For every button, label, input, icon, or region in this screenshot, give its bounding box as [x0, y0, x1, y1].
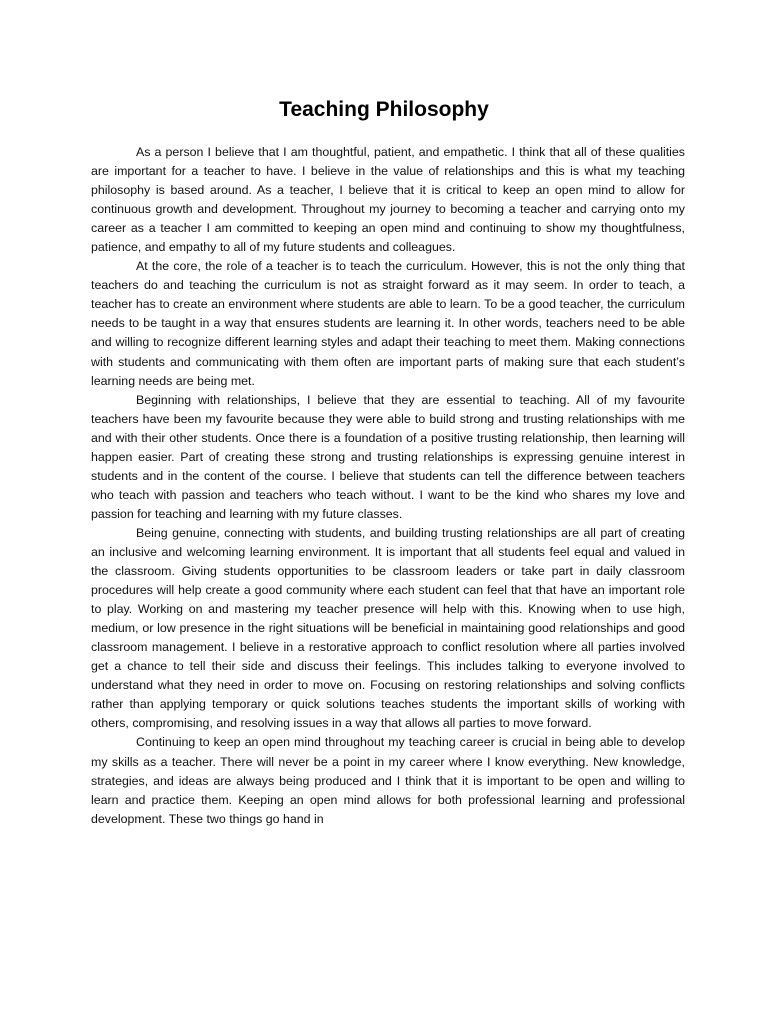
paragraph-relationships: Beginning with relationships, I believe that they are essential to teaching. All of my favourite teachers have been my favourite because they were able to build strong and trusting relationships with me and with their other students. Once there is a foundation of a positive trusting relationship, then learning will happen easier. Part of creating these strong and trusting relationships is expressing genuine interest in students and in the content of the course. I believe that students can tell the difference between teachers who teach with passion and teachers who teach without. I want to be the kind who shares my love and passion for teaching and learning with my future classes. — [91, 392, 685, 521]
paragraph-role-of-teacher: At the core, the role of a teacher is to teach the curriculum. However, this is not the only thing that teachers do and teaching the curriculum is not as straight forward as it may seem. In order to teach, a teacher has to create an environment where students are able to learn. To be a good teacher, the curriculum needs to be taught in a way that ensures students are learning it. In other words, teachers need to be able and willing to recognize different learning styles and adapt their teaching to meet them. Making connections with students and communicating with them often are important parts of making sure that each student’s learning needs are being met. — [91, 259, 685, 388]
paragraph-open-mind: Continuing to keep an open mind throughout my teaching career is crucial in being able to develop my skills as a teacher. There will never be a point in my career where I know everything. New knowledge, strategies, and ideas are always being produced and I think that it is important to be open and willing to learn and practice them. Keeping an open mind allows for both professional learning and professional development. These two things go hand in — [91, 735, 685, 826]
document-title: Teaching Philosophy — [279, 98, 489, 121]
document-body — [91, 143, 685, 829]
paragraph-learning-environment: Being genuine, connecting with students, and building trusting relationships are all part of creating an inclusive and welcoming learning environment. It is important that all students feel equal and valued in the classroom. Giving students opportunities to be classroom leaders or take part in daily classroom procedures will help create a good community where each student can feel that that have an important role to play. Working on and mastering my teacher presence will help with this. Knowing when to use high, medium, or low presence in the right situations will be beneficial in maintaining good relationships and good classroom management. I believe in a restorative approach to conflict resolution where all parties involved get a chance to tell their side and discuss their feelings. This includes talking to everyone involved to understand what they need in order to move on. Focusing on restoring relationships and solving conflicts rather than applying temporary or quick solutions teaches students the important skills of working with others, compromising, and resolving issues in a way that allows all parties to move forward. — [91, 525, 685, 731]
paragraph-intro: As a person I believe that I am thoughtful, patient, and empathetic. I think that all of these qualities are important for a teacher to have. I believe in the value of relationships and this is what my teaching philosophy is based around. As a teacher, I believe that it is critical to keep an open mind to allow for continuous growth and development. Throughout my journey to becoming a teacher and carrying onto my career as a teacher I am committed to keeping an open mind and continuing to show my thoughtfulness, patience, and empathy to all of my future students and colleagues. — [91, 145, 685, 255]
